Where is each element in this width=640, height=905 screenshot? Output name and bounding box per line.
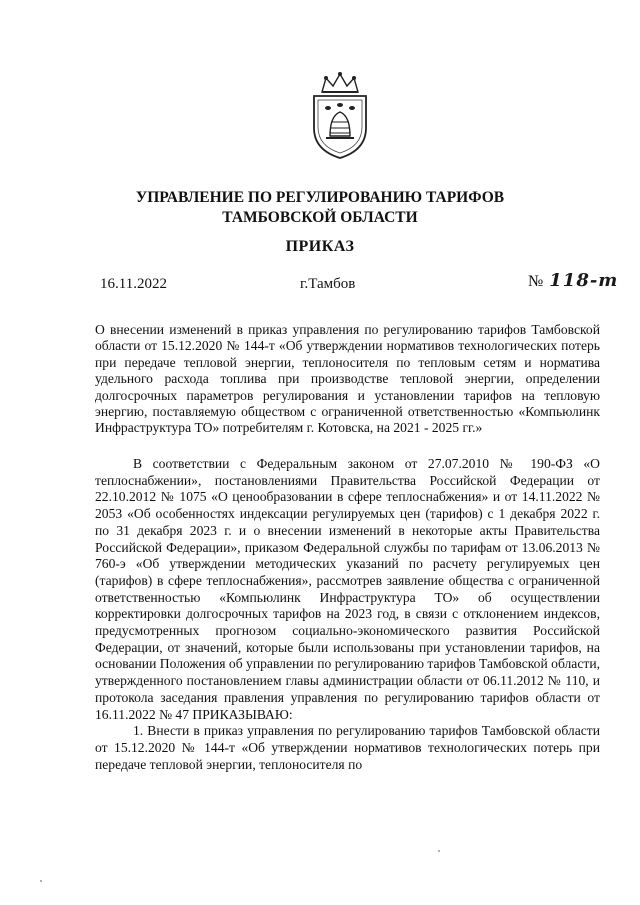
authority-line-2: ТАМБОВСКОЙ ОБЛАСТИ bbox=[222, 209, 418, 226]
tambov-coat-of-arms-icon bbox=[304, 70, 376, 160]
order-date: 16.11.2022 bbox=[100, 276, 167, 292]
authority-line-1: УПРАВЛЕНИЕ ПО РЕГУЛИРОВАНИЮ ТАРИФОВ bbox=[135, 189, 505, 206]
scan-speck bbox=[40, 880, 42, 882]
order-body bbox=[95, 456, 600, 773]
preamble-paragraph: В соответствии с Федеральным законом от 27.07.2010 № 190-ФЗ «О теплоснабжении», постановлениями Правительства Российской Федерации от 22.10.2012 № 1075 «О ценообразовании в сфере теплоснабжения» и от 14.11.2022 № 2053 «Об особенностях индексации регулируемых цен (тарифов) с 1 декабря 2022 г. по 31 декабря 2023 г. и о внесении изменений в некоторые акты Правительства Российской Федерации», приказом Федеральной службы по тарифам от 13.06.2013 № 760-э «Об утверждении методических указаний по расчету регулируемых цен (тарифов) в сфере теплоснабжения», рассмотрев заявление общества с ограниченной ответственностью «Компьюлинк Инфраструктура ТО» об осуществлении корректировки долгосрочных тарифов на 2023 год, в связи с отклонением индексов, предусмотренных прогнозом социально-экономического развития Российской Федерации, от значений, которые были использованы при установлении тарифов, на основании Положения об управлении по регулированию тарифов Тамбовской области, утвержденного постановлением главы администрации области от 06.11.2012 № 110, и протокола заседания правления управления по регулированию тарифов области от 16.11.2022 № 47 ПРИКАЗЫВАЮ: bbox=[95, 456, 600, 722]
number-sign: № bbox=[528, 273, 544, 290]
order-subject: О внесении изменений в приказ управления по регулированию тарифов Тамбовской области от 15.12.2020 № 144-т «Об утверждении нормативов технологических потерь при передаче тепловой энергии, теплоносителя по тепловым сетям и норматива удельного расхода топлива при производстве тепловой энергии, определении долгосрочных параметров регулирования и установлении тарифов на тепловую энергию, поставляемую обществом с ограниченной ответственностью «Компьюлинк Инфраструктура ТО» потребителям г. Котовска, на 2021 - 2025 гг.» bbox=[95, 322, 600, 436]
issuing-authority bbox=[60, 188, 580, 228]
order-city: г.Тамбов bbox=[300, 276, 356, 292]
order-item-1: 1. Внести в приказ управления по регулированию тарифов Тамбовской области от 15.12.2020 № 144-т «Об утверждении нормативов технологических потерь при передаче тепловой энергии, теплоносителя по bbox=[95, 723, 600, 772]
scan-speck bbox=[438, 850, 440, 852]
document-type-title: ПРИКАЗ bbox=[285, 238, 355, 255]
order-number bbox=[528, 270, 618, 291]
handwritten-number: 118-т bbox=[549, 270, 619, 291]
